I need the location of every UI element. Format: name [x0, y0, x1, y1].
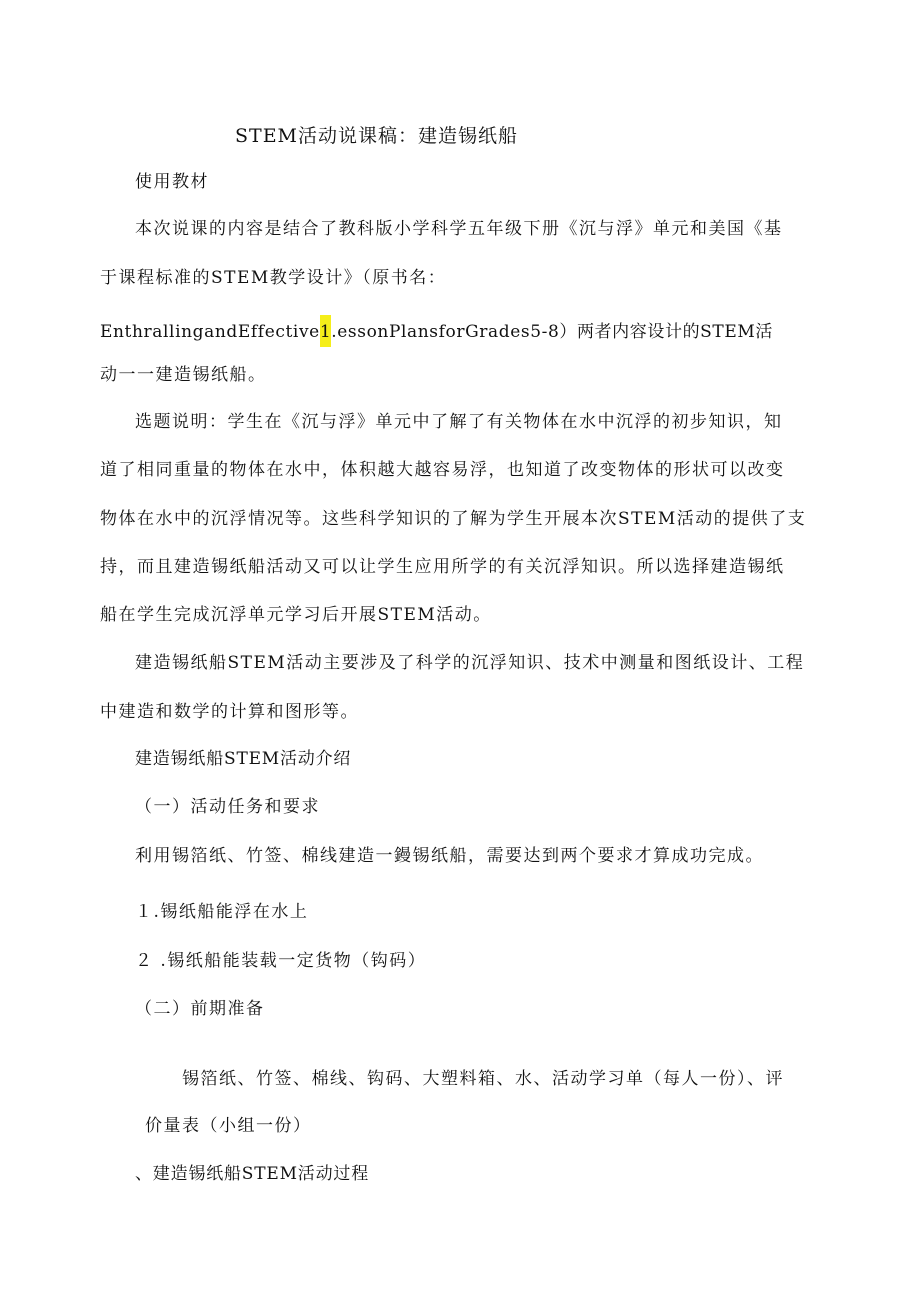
english-title-text: EnthrallingandEffective [100, 322, 320, 342]
paragraph-line: 建造锡纸船STEM活动主要涉及了科学的沉浮知识、技术中测量和图纸设计、工程 [135, 653, 805, 673]
paragraph-line: 动一一建造锡纸船。 [100, 365, 267, 385]
paragraph-line: 选题说明：学生在《沉与浮》单元中了解了有关物体在水中沉浮的初步知识，知 [135, 412, 783, 432]
requirement-item: １.锡纸船能浮在水上 [135, 902, 309, 922]
requirement-item: ２ .锡纸船能装载一定货物（钩码） [135, 951, 427, 971]
paragraph-line: 本次说课的内容是结合了教科版小学科学五年级下册《沉与浮》单元和美国《基 [135, 219, 783, 239]
highlighted-character: 1 [320, 315, 331, 347]
subsection-heading-task: （一）活动任务和要求 [135, 797, 320, 817]
paragraph-line: 于课程标准的STEM教学设计》（原书名： [100, 268, 447, 288]
section-heading-intro: 建造锡纸船STEM活动介绍 [135, 749, 352, 769]
english-title-text-continued: .essonPlansforGrades5-8）两者内容设计的STEM活 [331, 322, 773, 342]
paragraph-line: 道了相同重量的物体在水中，体积越大越容易浮，也知道了改变物体的形状可以改变 [100, 460, 785, 480]
paragraph-line: 物体在水中的沉浮情况等。这些科学知识的了解为学生开展本次STEM活动的提供了支 [100, 509, 807, 529]
paragraph-line: 中建造和数学的计算和图形等。 [100, 702, 359, 722]
paragraph-line: 锡箔纸、竹签、棉线、钩码、大塑料箱、水、活动学习单（每人一份）、评 [182, 1069, 784, 1089]
paragraph-line: 价量表（小组一份） [145, 1116, 312, 1136]
paragraph-line [100, 315, 773, 347]
paragraph-line: 持，而且建造锡纸船活动又可以让学生应用所学的有关沉浮知识。所以选择建造锡纸 [100, 557, 785, 577]
section-heading-material: 使用教材 [135, 172, 209, 192]
paragraph-line: 利用锡箔纸、竹签、棉线建造一鏝锡纸船，需要达到两个要求才算成功完成。 [135, 846, 764, 866]
document-title: STEM活动说课稿：建造锡纸船 [235, 125, 519, 147]
section-heading-process: 、建造锡纸船STEM活动过程 [135, 1164, 370, 1184]
paragraph-line: 船在学生完成沉浮单元学习后开展STEM活动。 [100, 605, 492, 625]
subsection-heading-prep: （二）前期准备 [135, 999, 265, 1019]
